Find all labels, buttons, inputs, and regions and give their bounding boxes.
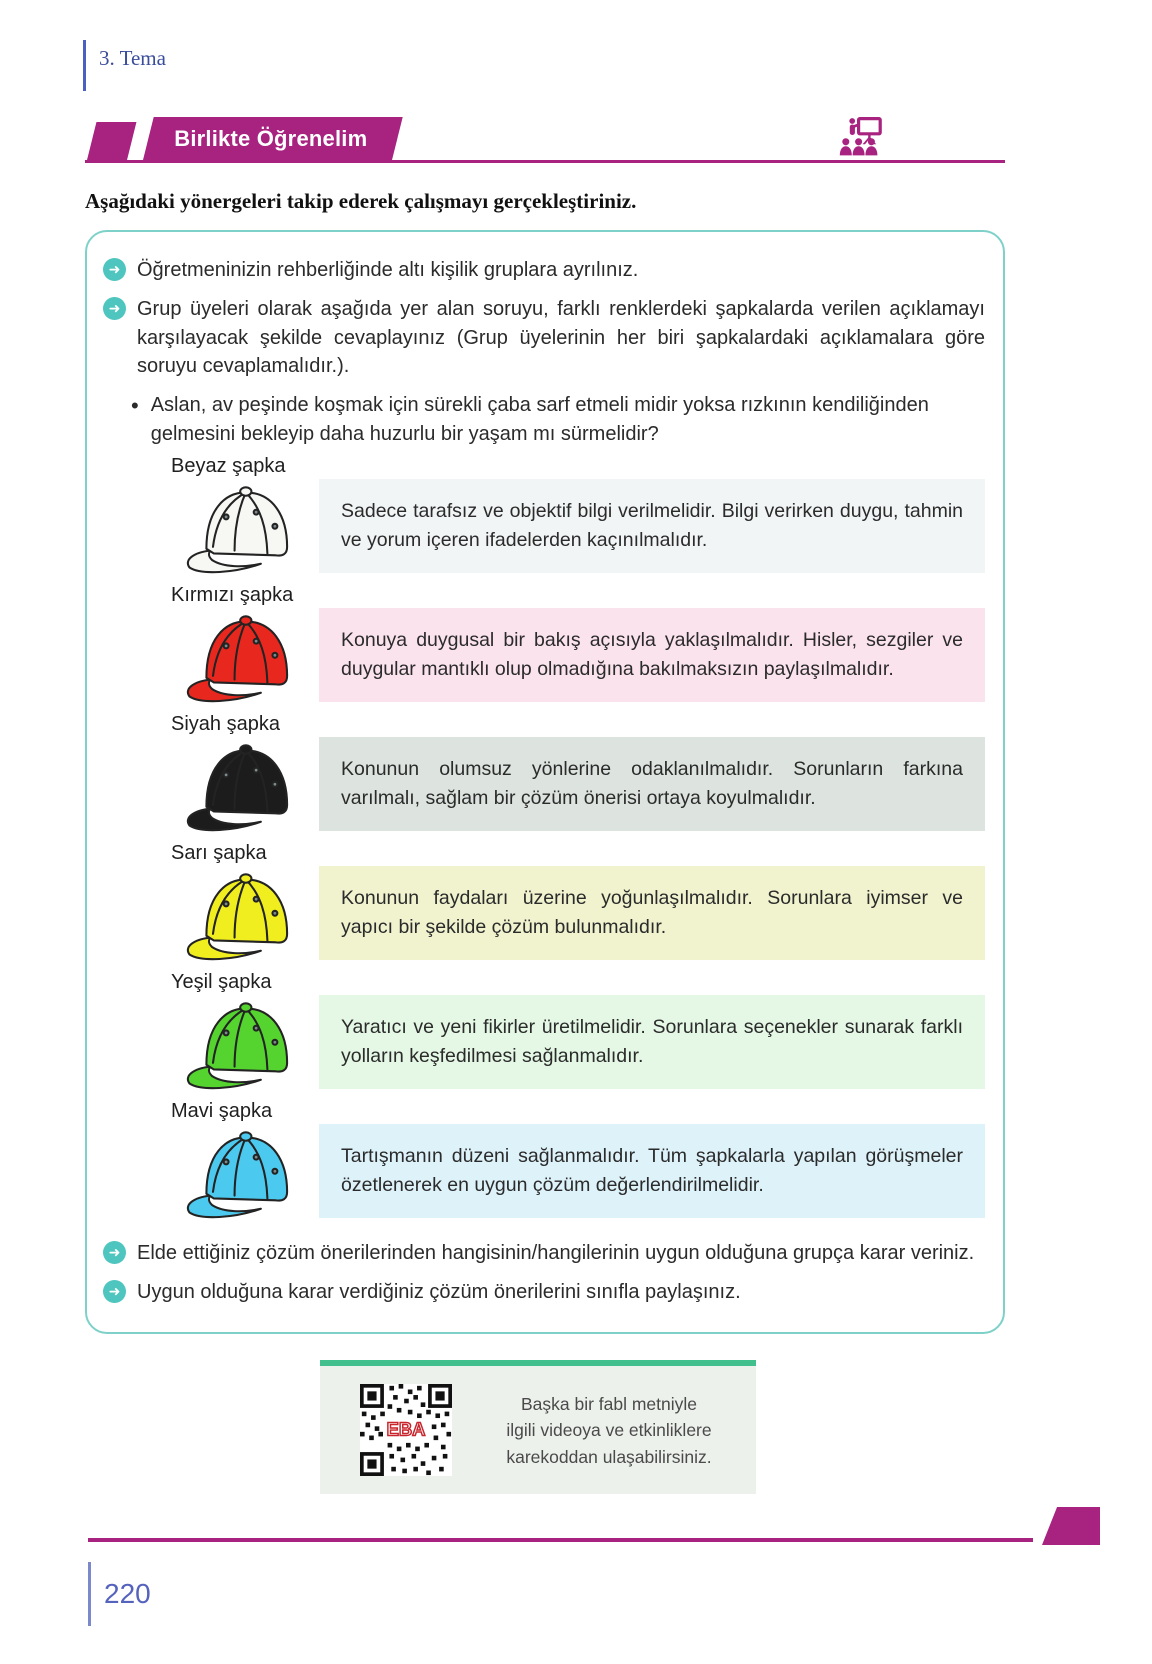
presentation-group-icon [837,116,885,158]
red-cap-icon [182,609,304,709]
activity-box [85,230,1005,1334]
arrow-bullet-icon: ➜ [103,258,126,281]
hat-figure [167,842,319,971]
hat-description-box [319,995,985,1089]
instruction-heading: Aşağıdaki yönergeleri takip ederek çalışmayı gerçekleştiriniz. [85,189,637,213]
hat-row-blue [167,1100,985,1229]
hat-label: Kırmızı şapka [171,583,294,606]
step-text: Elde ettiğiniz çözüm önerilerinden hangisinin/hangilerinin uygun olduğuna grupça karar veriniz. [137,1241,975,1264]
hat-row-black [167,713,985,842]
hat-figure [167,971,319,1100]
banner-title: Birlikte Öğrenelim [174,126,368,151]
hat-label: Mavi şapka [171,1099,273,1122]
hat-description: Tartışmanın düzeni sağlanmalıdır. Tüm şapkalarla yapılan görüşmeler özetlenerek en uygun çözüm değerlendirilmelidir. [341,1144,963,1196]
page-number-value: 220 [104,1578,151,1609]
step-text: Öğretmeninizin rehberliğinde altı kişilik gruplara ayrılınız. [137,259,639,281]
qr-caption-line: ilgili videoya ve etkinliklere [506,1420,712,1441]
hat-description-box [319,737,985,831]
eba-qr-code [360,1384,452,1476]
question-text: Aslan, av peşinde koşmak için sürekli çaba sarf etmeli midir yoksa rızkının kendiliğinden gelmesini bekleyip daha huzurlu bir yaşam mı sürmelidir? [150,394,929,445]
hat-row-white [167,455,985,584]
step-text: Grup üyeleri olarak aşağıda yer alan soruyu, farklı renklerdeki şapkalarda verilen açıklamayı karşılayacak şekilde cevaplayınız (Grup üyelerinin her biri şapkalardaki açıklamalara göre soruyu cevaplamalıdır.). [137,297,985,378]
arrow-bullet-icon: ➜ [103,297,126,320]
qr-caption [476,1391,742,1470]
hat-description: Yaratıcı ve yeni fikirler üretilmelidir. Sorunlara seçenekler sunarak farklı yolların keşfedilmesi sağlanmalıdır. [341,1015,963,1067]
step-text: Uygun olduğuna karar verdiğiniz çözüm önerilerini sınıfla paylaşınız. [137,1280,741,1303]
blue-cap-icon [182,1125,304,1225]
hat-description-box [319,866,985,960]
qr-caption-line: karekoddan ulaşabilirsiniz. [506,1446,712,1467]
black-cap-icon [182,738,304,838]
hat-description: Konuya duygusal bir bakış açısıyla yaklaşılmalıdır. Hisler, sezgiler ve duygular mantıklı olup olmadığına bakılmaksızın paylaşılmalıdır. [341,628,963,680]
arrow-bullet-icon: ➜ [103,1241,126,1264]
hat-description: Sadece tarafsız ve objektif bilgi verilmelidir. Bilgi verirken duygu, tahmin ve yorum içeren ifadelerden kaçınılmalıdır. [341,499,963,551]
qr-eba-label: EBA [386,1418,426,1440]
arrow-bullet-icon: ➜ [103,1280,126,1303]
green-cap-icon [182,996,304,1096]
step-item [103,256,985,285]
section-banner [85,117,1005,163]
theme-label: 3. Tema [99,46,166,70]
qr-info-box [320,1360,756,1494]
step-item [103,1239,985,1268]
hat-description: Konunun faydaları üzerine yoğunlaşılmalıdır. Sorunlara iyimser ve yapıcı bir şekilde çözüm bulunmalıdır. [341,886,963,938]
hat-description-box [319,608,985,702]
white-cap-icon [182,480,304,580]
hat-figure [167,584,319,713]
step-item [103,295,985,381]
hat-figure [167,713,319,842]
banner-title-plate [143,117,403,160]
qr-caption-line: Başka bir fabl metniyle [520,1394,698,1414]
hat-figure [167,1100,319,1229]
dot-bullet-icon: • [131,393,139,419]
hat-label: Beyaz şapka [171,454,286,477]
hat-description: Konunun olumsuz yönlerine odaklanılmalıdır. Sorunların farkına varılmalı, sağlam bir çözüm önerisi ortaya koyulmalıdır. [341,757,963,809]
hat-list [167,455,985,1229]
hat-label: Siyah şapka [171,712,280,735]
hat-label: Yeşil şapka [171,970,272,993]
discussion-question [131,391,989,449]
hat-label: Sarı şapka [171,841,267,864]
hat-figure [167,455,319,584]
hat-row-green [167,971,985,1100]
banner-decoration-square [87,122,136,160]
page-number [88,1562,151,1626]
hat-description-box [319,479,985,573]
step-item [103,1278,985,1307]
footer-rule [88,1538,1033,1542]
yellow-cap-icon [182,867,304,967]
hat-row-yellow [167,842,985,971]
theme-header [83,40,299,91]
hat-row-red [167,584,985,713]
footer-decoration-shape [1042,1507,1100,1545]
hat-description-box [319,1124,985,1218]
